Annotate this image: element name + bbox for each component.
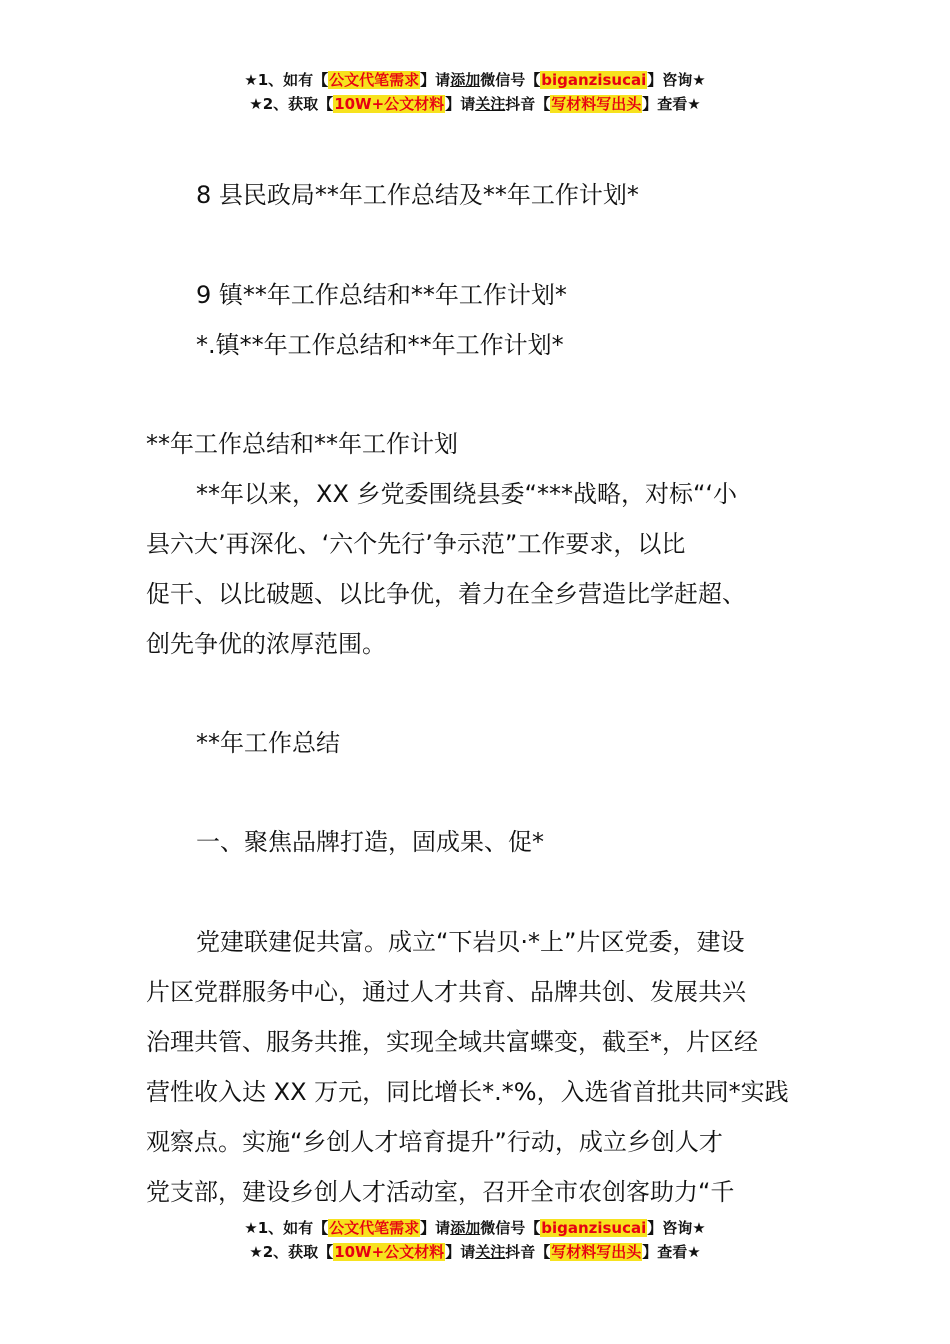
ad-text: 】请	[445, 1243, 476, 1261]
toc-line: *.镇**年工作总结和**年工作计划*	[196, 331, 564, 359]
ad-text: 抖音【	[505, 95, 551, 113]
ad-underline: 关注	[475, 95, 506, 113]
document-title: **年工作总结和**年工作计划	[146, 430, 458, 458]
body-line: 治理共管、服务共推，实现全域共富蝶变，截至*，片区经	[146, 1028, 758, 1056]
ad-line-1	[0, 1216, 950, 1240]
ad-text: 微信号【	[480, 1219, 541, 1237]
subsection-heading-block	[146, 817, 810, 867]
ad-text: 】咨询★	[647, 1219, 706, 1237]
intro-line: 县六大’再深化、‘六个先行’争示范”工作要求，以比	[146, 530, 686, 558]
intro-line: **年以来，XX 乡党委围绕县委“***战略，对标“‘小	[196, 480, 738, 508]
ad-line-1	[0, 68, 950, 92]
bottom-ad-banner	[0, 1216, 950, 1264]
toc-line: 9 镇**年工作总结和**年工作计划*	[196, 281, 567, 309]
ad-text: 】查看★	[642, 1243, 701, 1261]
section-heading: **年工作总结	[196, 729, 340, 757]
top-ad-banner	[0, 68, 950, 116]
intro-paragraph	[146, 469, 810, 669]
ad-text: 】请	[420, 71, 451, 89]
toc-group	[146, 270, 810, 370]
ad-underline: 关注	[475, 1243, 506, 1261]
ad-douyin-id: 写材料写出头	[551, 95, 642, 113]
ad-text: ★2、获取【	[249, 95, 334, 113]
intro-line: 创先争优的浓厚范围。	[146, 630, 386, 658]
ad-line-2	[0, 92, 950, 116]
ad-text: 】请	[445, 95, 476, 113]
ad-text: 】咨询★	[647, 71, 706, 89]
ad-wechat-id: biganzisucai	[541, 71, 647, 89]
ad-wechat-id: biganzisucai	[541, 1219, 647, 1237]
body-paragraph	[146, 917, 810, 1217]
body-line: 党建联建促共富。成立“下岩贝·*上”片区党委，建设	[196, 928, 745, 956]
ad-douyin-id: 写材料写出头	[551, 1243, 642, 1261]
body-line: 营性收入达 XX 万元，同比增长*.*%，入选省首批共同*实践	[146, 1078, 789, 1106]
ad-text: 】查看★	[642, 95, 701, 113]
ad-line-2	[0, 1240, 950, 1264]
body-line: 党支部，建设乡创人才活动室，召开全市农创客助力“千	[146, 1178, 735, 1206]
ad-text: 微信号【	[480, 71, 541, 89]
body-line: 观察点。实施“乡创人才培育提升”行动，成立乡创人才	[146, 1128, 723, 1156]
toc-line: 8 县民政局**年工作总结及**年工作计划*	[196, 181, 639, 209]
ad-underline: 添加	[450, 1219, 481, 1237]
ad-underline: 添加	[450, 71, 481, 89]
ad-text: 抖音【	[505, 1243, 551, 1261]
ad-highlight: 10W+公文材料	[334, 1243, 445, 1261]
section-heading-block	[146, 718, 810, 768]
body-line: 片区党群服务中心，通过人才共育、品牌共创、发展共兴	[146, 978, 746, 1006]
ad-text: ★1、如有【	[244, 71, 329, 89]
ad-text: 】请	[420, 1219, 451, 1237]
ad-text: ★1、如有【	[244, 1219, 329, 1237]
ad-highlight: 公文代笔需求	[329, 1219, 420, 1237]
intro-line: 促干、以比破题、以比争优，着力在全乡营造比学赶超、	[146, 580, 746, 608]
document-main	[146, 419, 810, 669]
toc-item-8	[146, 170, 810, 220]
ad-highlight: 10W+公文材料	[334, 95, 445, 113]
ad-highlight: 公文代笔需求	[329, 71, 420, 89]
subsection-heading: 一、聚焦品牌打造，固成果、促*	[196, 828, 544, 856]
ad-text: ★2、获取【	[249, 1243, 334, 1261]
